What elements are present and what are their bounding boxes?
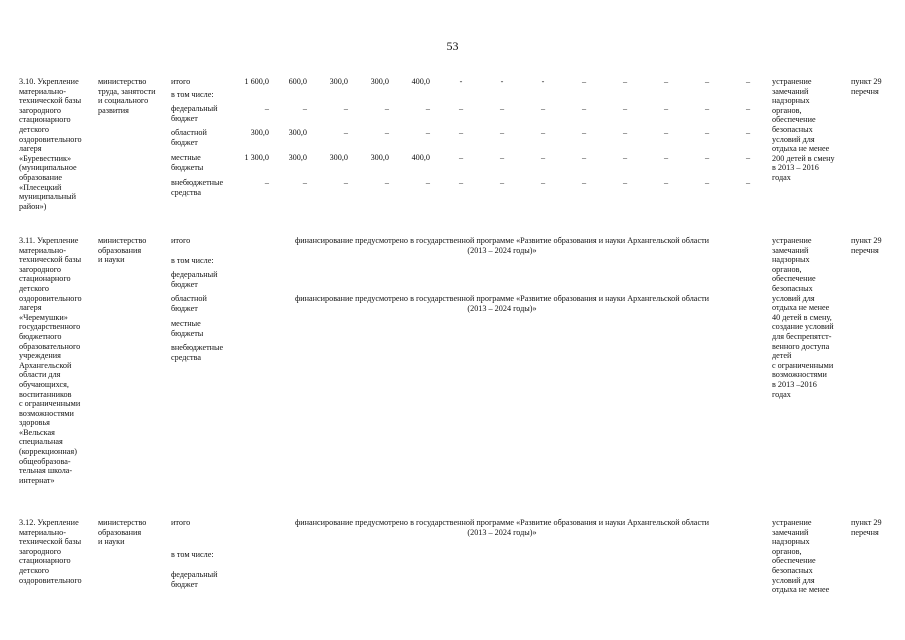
value-cell: – [663, 178, 669, 187]
value-cell: 400,0 [411, 153, 430, 162]
value-cell: – [663, 128, 669, 137]
expected-result: устранение замечаний надзорных органов, обеспечение безопасных условий для отдыха не менее 40 детей в смену, создание условий для беспрепятст- венного доступа детей с ограниченными возможностями в 2013 –2016 годах [772, 236, 834, 399]
value-cell: 300,0 [329, 77, 348, 86]
value-cell: – [704, 128, 710, 137]
source-label: федеральный бюджет [171, 270, 218, 289]
value-cell: – [622, 77, 628, 86]
source-label: областной бюджет [171, 128, 207, 147]
source-label: местные бюджеты [171, 153, 204, 172]
value-cell: – [745, 104, 751, 113]
value-cell: – [622, 128, 628, 137]
financing-note-total: финансирование предусмотрено в государственной программе «Развитие образования и науки Архангельской области (2013 – 2024 годы)» [294, 518, 710, 537]
value-cell: – [745, 128, 751, 137]
value-cell: – [499, 178, 505, 187]
value-cell: – [343, 178, 348, 187]
source-label: в том числе: [171, 550, 214, 559]
measure-name: 3.12. Укрепление материально- технической базы загородного стационарного детского оздоровительного [19, 518, 82, 585]
value-cell: – [458, 178, 464, 187]
value-cell: – [540, 178, 546, 187]
expected-result: устранение замечаний надзорных органов, обеспечение безопасных условий для отдыха не менее [772, 518, 830, 595]
value-cell: – [704, 178, 710, 187]
value-cell: – [745, 77, 751, 86]
value-cell: – [302, 178, 307, 187]
source-label: внебюджетные средства [171, 343, 224, 362]
financing-note-total: финансирование предусмотрено в государственной программе «Развитие образования и науки Архангельской области (2013 – 2024 годы)» [294, 236, 710, 255]
value-cell: 600,0 [288, 77, 307, 86]
value-cell: – [622, 104, 628, 113]
source-label: в том числе: [171, 256, 214, 265]
value-cell: – [499, 104, 505, 113]
value-cell: - [500, 77, 504, 86]
value-cell: – [663, 153, 669, 162]
measure-name: 3.10. Укрепление материально- технической базы загородного стационарного детского оздоровительного лагеря «Буревестник» (муниципальное образование «Плесецкий муниципальный район») [19, 77, 82, 211]
value-cell: – [622, 178, 628, 187]
value-cell: – [499, 128, 505, 137]
value-cell: – [425, 128, 430, 137]
value-cell: 300,0 [250, 128, 269, 137]
value-cell: 300,0 [370, 153, 389, 162]
value-cell: 1 300,0 [244, 153, 269, 162]
value-cell: - [459, 77, 463, 86]
value-cell: 300,0 [329, 153, 348, 162]
value-cell: – [745, 178, 751, 187]
value-cell: – [384, 104, 389, 113]
value-cell: – [581, 153, 587, 162]
source-label: областной бюджет [171, 294, 207, 313]
value-cell: – [343, 104, 348, 113]
value-cell: – [458, 153, 464, 162]
list-reference: пункт 29 перечня [851, 518, 882, 537]
source-label: итого [171, 77, 191, 86]
value-cell: 400,0 [411, 77, 430, 86]
executor: министерство образования и науки [98, 518, 147, 547]
value-cell: – [581, 77, 587, 86]
value-cell: – [704, 153, 710, 162]
value-cell: – [264, 104, 269, 113]
executor: министерство труда, занятости и социального развития [98, 77, 156, 115]
list-reference: пункт 29 перечня [851, 77, 882, 96]
value-cell: 300,0 [288, 128, 307, 137]
value-cell: – [425, 104, 430, 113]
source-label: итого [171, 236, 191, 245]
value-cell: – [581, 128, 587, 137]
value-cell: – [264, 178, 269, 187]
source-label: внебюджетные средства [171, 178, 224, 197]
value-cell: – [343, 128, 348, 137]
source-label: федеральный бюджет [171, 104, 218, 123]
expected-result: устранение замечаний надзорных органов, обеспечение безопасных условий для отдыха не менее 200 детей в смену в 2013 – 2016 годах [772, 77, 835, 182]
value-cell: – [384, 178, 389, 187]
value-cell: – [384, 128, 389, 137]
value-cell: – [622, 153, 628, 162]
financing-note-regional: финансирование предусмотрено в государственной программе «Развитие образования и науки Архангельской области (2013 – 2024 годы)» [294, 294, 710, 313]
executor: министерство образования и науки [98, 236, 147, 265]
value-cell: – [663, 77, 669, 86]
source-label: местные бюджеты [171, 319, 204, 338]
value-cell: – [540, 104, 546, 113]
value-cell: 1 600,0 [244, 77, 269, 86]
value-cell: – [581, 178, 587, 187]
source-label: в том числе: [171, 90, 214, 99]
source-label: итого [171, 518, 191, 527]
value-cell: 300,0 [288, 153, 307, 162]
source-label: федеральный бюджет [171, 570, 218, 589]
list-reference: пункт 29 перечня [851, 236, 882, 255]
value-cell: – [540, 128, 546, 137]
value-cell: – [302, 104, 307, 113]
measure-name: 3.11. Укрепление материально- технической базы загородного стационарного детского оздоровительного лагеря «Черемушки» государственного бюджетного образовательного учреждения Архангельской области для обучающихся, воспитанников с ограниченными возможностями здоровья «Вельская специальная (коррекционная) общеобразова- тельная школа- интернат» [19, 236, 82, 485]
value-cell: – [458, 128, 464, 137]
value-cell: – [704, 104, 710, 113]
value-cell: – [704, 77, 710, 86]
value-cell: – [663, 104, 669, 113]
value-cell: - [541, 77, 545, 86]
page-number: 53 [446, 39, 459, 53]
value-cell: – [540, 153, 546, 162]
value-cell: – [581, 104, 587, 113]
value-cell: – [499, 153, 505, 162]
value-cell: – [458, 104, 464, 113]
value-cell: – [425, 178, 430, 187]
value-cell: 300,0 [370, 77, 389, 86]
value-cell: – [745, 153, 751, 162]
